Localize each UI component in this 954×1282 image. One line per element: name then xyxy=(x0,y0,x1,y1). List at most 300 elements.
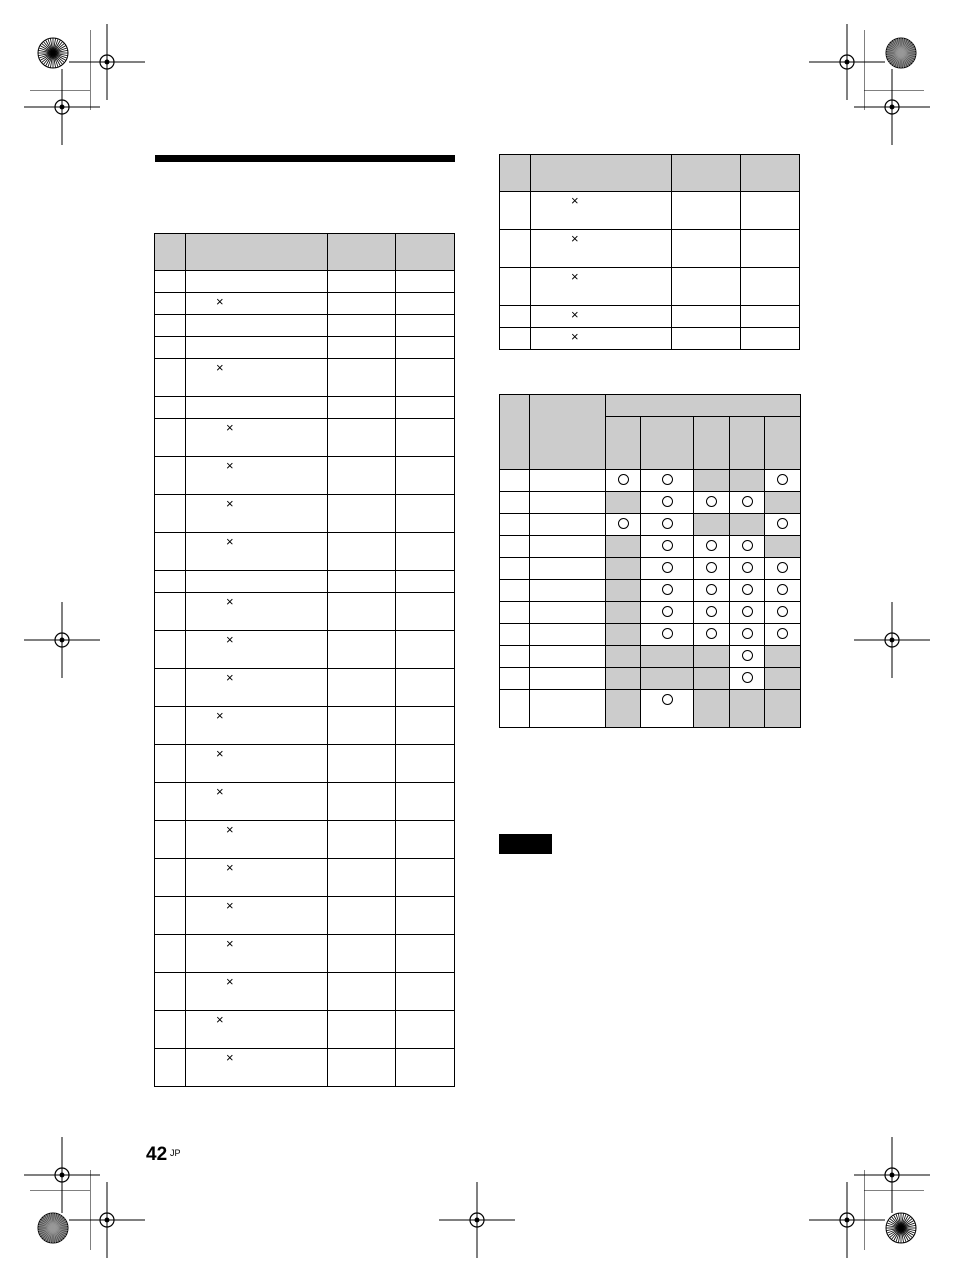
table-row xyxy=(500,268,800,306)
table-cell xyxy=(186,359,328,397)
crop-mark xyxy=(864,1170,865,1251)
circle-mark-icon xyxy=(777,562,788,573)
circle-mark-icon xyxy=(777,606,788,617)
table-cell xyxy=(155,337,186,359)
table-row xyxy=(500,602,801,624)
crop-mark xyxy=(30,1190,91,1191)
table-cell xyxy=(328,783,396,821)
circle-mark-icon xyxy=(618,474,629,485)
table-cell xyxy=(155,533,186,571)
table-cell xyxy=(328,669,396,707)
header-cell xyxy=(530,395,606,470)
table-cell xyxy=(396,783,455,821)
times-sign: × xyxy=(571,307,579,322)
unsupported-cell xyxy=(765,646,801,668)
circle-mark-icon xyxy=(777,584,788,595)
table-cell xyxy=(328,1011,396,1049)
table-cell xyxy=(328,707,396,745)
table-cell xyxy=(396,935,455,973)
registration-crosshair-icon xyxy=(439,1182,515,1258)
table-cell xyxy=(186,897,328,935)
times-sign: × xyxy=(226,420,234,435)
table-cell xyxy=(396,571,455,593)
table-cell xyxy=(155,293,186,315)
supported-cell xyxy=(694,492,730,514)
table-cell xyxy=(672,230,741,268)
times-sign: × xyxy=(216,746,224,761)
table-cell xyxy=(396,707,455,745)
table-cell xyxy=(328,973,396,1011)
times-sign: × xyxy=(226,1050,234,1065)
table-cell xyxy=(186,745,328,783)
supported-cell xyxy=(765,624,801,646)
unsupported-cell xyxy=(606,646,641,668)
table-cell xyxy=(328,897,396,935)
crop-mark xyxy=(864,30,865,111)
unsupported-cell xyxy=(606,668,641,690)
header-cell xyxy=(672,155,741,192)
table-cell xyxy=(530,558,606,580)
table-cell xyxy=(186,821,328,859)
table-cell xyxy=(396,419,455,457)
table-cell xyxy=(530,668,606,690)
table-cell xyxy=(155,419,186,457)
table-row xyxy=(500,230,800,268)
table-cell xyxy=(186,669,328,707)
table-cell xyxy=(531,268,672,306)
crop-mark xyxy=(864,1190,925,1191)
table-row xyxy=(155,593,455,631)
table-cell xyxy=(155,315,186,337)
table-row xyxy=(500,492,801,514)
times-sign: × xyxy=(571,269,579,284)
times-sign: × xyxy=(571,231,579,246)
table-cell xyxy=(155,1049,186,1087)
table-row xyxy=(500,192,800,230)
supported-cell xyxy=(606,470,641,492)
table-cell xyxy=(186,783,328,821)
table-cell xyxy=(186,593,328,631)
table-cell xyxy=(155,1011,186,1049)
table-row xyxy=(155,821,455,859)
table-cell xyxy=(741,268,800,306)
unsupported-cell xyxy=(694,668,730,690)
header-cell xyxy=(694,417,730,470)
table-cell xyxy=(741,192,800,230)
table-cell xyxy=(155,973,186,1011)
table-row xyxy=(500,646,801,668)
unsupported-cell xyxy=(694,514,730,536)
circle-mark-icon xyxy=(662,628,673,639)
table-cell xyxy=(155,495,186,533)
table-cell xyxy=(396,359,455,397)
unsupported-cell xyxy=(641,668,694,690)
table-cell xyxy=(328,337,396,359)
unsupported-cell xyxy=(765,668,801,690)
unsupported-cell xyxy=(765,492,801,514)
table-row xyxy=(155,359,455,397)
table-row xyxy=(500,514,801,536)
table-row xyxy=(155,1049,455,1087)
table-cell xyxy=(396,859,455,897)
table-cell xyxy=(396,315,455,337)
table-row xyxy=(500,624,801,646)
supported-cell xyxy=(641,492,694,514)
table-cell xyxy=(531,192,672,230)
supported-cell xyxy=(641,624,694,646)
unsupported-cell xyxy=(730,690,765,728)
times-sign: × xyxy=(216,708,224,723)
table-row xyxy=(500,668,801,690)
table-cell xyxy=(672,306,741,328)
header-cell xyxy=(396,234,455,271)
supported-cell xyxy=(694,602,730,624)
table-row xyxy=(155,707,455,745)
supported-cell xyxy=(694,536,730,558)
crop-mark xyxy=(864,90,925,91)
table-cell xyxy=(500,558,530,580)
supported-cell xyxy=(730,668,765,690)
supported-cell xyxy=(730,624,765,646)
table-row xyxy=(155,315,455,337)
table-row xyxy=(155,897,455,935)
table-cell xyxy=(500,306,531,328)
table-cell xyxy=(328,533,396,571)
table-cell xyxy=(672,328,741,350)
table-cell xyxy=(186,337,328,359)
table-cell xyxy=(186,293,328,315)
table-row xyxy=(155,783,455,821)
table-row xyxy=(155,745,455,783)
table-cell xyxy=(328,1049,396,1087)
unsupported-cell xyxy=(765,536,801,558)
table-cell xyxy=(155,631,186,669)
table-cell xyxy=(530,580,606,602)
table-cell xyxy=(155,593,186,631)
circle-mark-icon xyxy=(742,496,753,507)
spec-table-right-top xyxy=(499,154,800,350)
crop-mark xyxy=(90,1170,91,1251)
table-cell xyxy=(186,495,328,533)
times-sign: × xyxy=(216,1012,224,1027)
supported-cell xyxy=(730,492,765,514)
table-row xyxy=(500,690,801,728)
table-cell xyxy=(328,631,396,669)
table-cell xyxy=(500,580,530,602)
table-cell xyxy=(155,571,186,593)
circle-mark-icon xyxy=(706,628,717,639)
table-cell xyxy=(396,593,455,631)
table-cell xyxy=(530,646,606,668)
supported-cell xyxy=(765,558,801,580)
unsupported-cell xyxy=(730,470,765,492)
circle-mark-icon xyxy=(706,496,717,507)
unsupported-cell xyxy=(730,514,765,536)
table-cell xyxy=(328,859,396,897)
table-cell xyxy=(328,821,396,859)
table-row xyxy=(500,580,801,602)
table-header-row xyxy=(155,234,455,271)
table-cell xyxy=(396,397,455,419)
note-label xyxy=(499,834,552,854)
table-cell xyxy=(530,536,606,558)
table-cell xyxy=(500,230,531,268)
times-sign: × xyxy=(226,534,234,549)
circle-mark-icon xyxy=(662,540,673,551)
supported-cell xyxy=(641,580,694,602)
crop-mark xyxy=(30,90,91,91)
table-row xyxy=(155,495,455,533)
unsupported-cell xyxy=(694,690,730,728)
table-cell xyxy=(500,514,530,536)
table-cell xyxy=(155,397,186,419)
table-cell xyxy=(186,859,328,897)
times-sign: × xyxy=(571,329,579,344)
table-cell xyxy=(500,492,530,514)
supported-cell xyxy=(694,624,730,646)
table-cell xyxy=(396,271,455,293)
table-cell xyxy=(500,470,530,492)
table-row xyxy=(500,558,801,580)
table-cell xyxy=(186,397,328,419)
registration-crosshair-icon xyxy=(24,602,100,678)
table-cell xyxy=(186,419,328,457)
table-cell xyxy=(396,973,455,1011)
supported-cell xyxy=(641,558,694,580)
color-target-icon xyxy=(37,37,69,69)
table-cell xyxy=(672,268,741,306)
supported-cell xyxy=(641,536,694,558)
table-cell xyxy=(186,571,328,593)
header-cell xyxy=(741,155,800,192)
registration-crosshair-icon xyxy=(854,69,930,145)
supported-cell xyxy=(765,580,801,602)
table-cell xyxy=(396,897,455,935)
times-sign: × xyxy=(216,784,224,799)
supported-cell xyxy=(765,514,801,536)
table-cell xyxy=(396,293,455,315)
table-cell xyxy=(530,624,606,646)
unsupported-cell xyxy=(606,558,641,580)
table-cell xyxy=(328,293,396,315)
table-row xyxy=(500,470,801,492)
unsupported-cell xyxy=(606,580,641,602)
circle-mark-icon xyxy=(742,606,753,617)
table-cell xyxy=(186,707,328,745)
times-sign: × xyxy=(226,632,234,647)
supported-cell xyxy=(730,580,765,602)
header-cell xyxy=(765,417,801,470)
page-number-suffix: JP xyxy=(170,1148,181,1158)
times-sign: × xyxy=(216,360,224,375)
header-cell xyxy=(531,155,672,192)
table-cell xyxy=(530,470,606,492)
registration-crosshair-icon xyxy=(809,1182,885,1258)
supported-cell xyxy=(730,602,765,624)
crop-mark xyxy=(90,30,91,111)
spec-table-left xyxy=(154,233,455,1087)
times-sign: × xyxy=(226,860,234,875)
unsupported-cell xyxy=(606,602,641,624)
table-cell xyxy=(186,457,328,495)
table-row xyxy=(155,419,455,457)
times-sign: × xyxy=(226,898,234,913)
circle-mark-icon xyxy=(662,562,673,573)
table-row xyxy=(155,457,455,495)
table-cell xyxy=(328,271,396,293)
table-cell xyxy=(396,631,455,669)
table-cell xyxy=(500,268,531,306)
circle-mark-icon xyxy=(742,628,753,639)
color-target-icon xyxy=(885,1212,917,1244)
circle-mark-icon xyxy=(662,694,673,705)
unsupported-cell xyxy=(606,536,641,558)
table-cell xyxy=(741,230,800,268)
table-cell xyxy=(155,859,186,897)
circle-mark-icon xyxy=(662,584,673,595)
table-cell xyxy=(155,669,186,707)
unsupported-cell xyxy=(765,690,801,728)
circle-mark-icon xyxy=(742,584,753,595)
table-cell xyxy=(396,669,455,707)
header-cell xyxy=(186,234,328,271)
times-sign: × xyxy=(226,496,234,511)
section-rule xyxy=(155,155,455,162)
header-cell xyxy=(500,395,530,470)
table-cell xyxy=(500,536,530,558)
supported-cell xyxy=(641,470,694,492)
table-cell xyxy=(531,306,672,328)
times-sign: × xyxy=(226,594,234,609)
table-cell xyxy=(328,457,396,495)
circle-mark-icon xyxy=(777,628,788,639)
table-cell xyxy=(500,690,530,728)
header-cell xyxy=(155,234,186,271)
table-cell xyxy=(186,973,328,1011)
supported-cell xyxy=(730,536,765,558)
unsupported-cell xyxy=(606,690,641,728)
table-cell xyxy=(500,646,530,668)
unsupported-cell xyxy=(694,646,730,668)
table-row xyxy=(155,397,455,419)
supported-cell xyxy=(694,580,730,602)
compatibility-table xyxy=(499,394,801,728)
supported-cell xyxy=(765,470,801,492)
table-row xyxy=(500,536,801,558)
table-cell xyxy=(155,707,186,745)
circle-mark-icon xyxy=(706,540,717,551)
table-cell xyxy=(328,935,396,973)
times-sign: × xyxy=(226,822,234,837)
times-sign: × xyxy=(226,974,234,989)
circle-mark-icon xyxy=(742,562,753,573)
unsupported-cell xyxy=(641,646,694,668)
header-cell xyxy=(500,155,531,192)
circle-mark-icon xyxy=(706,606,717,617)
table-row xyxy=(155,1011,455,1049)
supported-cell xyxy=(641,514,694,536)
table-cell xyxy=(530,492,606,514)
table-cell xyxy=(328,397,396,419)
unsupported-cell xyxy=(694,470,730,492)
table-cell xyxy=(328,419,396,457)
header-cell xyxy=(730,417,765,470)
color-target-icon xyxy=(37,1212,69,1244)
table-row xyxy=(155,669,455,707)
table-cell xyxy=(186,1011,328,1049)
table-cell xyxy=(396,745,455,783)
times-sign: × xyxy=(226,936,234,951)
circle-mark-icon xyxy=(706,562,717,573)
table-row xyxy=(500,306,800,328)
table-cell xyxy=(500,192,531,230)
circle-mark-icon xyxy=(777,474,788,485)
header-cell xyxy=(641,417,694,470)
table-row xyxy=(155,973,455,1011)
table-cell xyxy=(396,533,455,571)
supported-cell xyxy=(730,646,765,668)
registration-crosshair-icon xyxy=(69,1182,145,1258)
table-cell xyxy=(328,315,396,337)
table-row xyxy=(500,328,800,350)
table-cell xyxy=(500,624,530,646)
supported-cell xyxy=(606,514,641,536)
table-cell xyxy=(396,337,455,359)
circle-mark-icon xyxy=(618,518,629,529)
circle-mark-icon xyxy=(662,518,673,529)
supported-cell xyxy=(641,602,694,624)
table-cell xyxy=(741,328,800,350)
table-row xyxy=(155,337,455,359)
table-cell xyxy=(328,745,396,783)
header-cell xyxy=(606,417,641,470)
table-cell xyxy=(186,315,328,337)
table-row xyxy=(155,271,455,293)
supported-cell xyxy=(694,558,730,580)
table-cell xyxy=(530,514,606,536)
table-cell xyxy=(186,533,328,571)
times-sign: × xyxy=(226,670,234,685)
table-cell xyxy=(328,593,396,631)
table-cell xyxy=(530,602,606,624)
circle-mark-icon xyxy=(662,474,673,485)
unsupported-cell xyxy=(606,624,641,646)
table-cell xyxy=(186,631,328,669)
times-sign: × xyxy=(571,193,579,208)
table-cell xyxy=(186,271,328,293)
table-cell xyxy=(396,495,455,533)
circle-mark-icon xyxy=(742,540,753,551)
table-cell xyxy=(155,821,186,859)
table-cell xyxy=(396,457,455,495)
header-group-cell xyxy=(606,395,801,417)
table-cell xyxy=(530,690,606,728)
table-cell xyxy=(396,821,455,859)
table-row xyxy=(155,935,455,973)
table-cell xyxy=(155,745,186,783)
table-row xyxy=(155,293,455,315)
table-cell xyxy=(500,328,531,350)
times-sign: × xyxy=(226,458,234,473)
circle-mark-icon xyxy=(742,650,753,661)
circle-mark-icon xyxy=(662,496,673,507)
table-cell xyxy=(155,783,186,821)
table-row xyxy=(155,533,455,571)
header-cell xyxy=(328,234,396,271)
table-cell xyxy=(328,571,396,593)
supported-cell xyxy=(641,690,694,728)
table-cell xyxy=(186,935,328,973)
